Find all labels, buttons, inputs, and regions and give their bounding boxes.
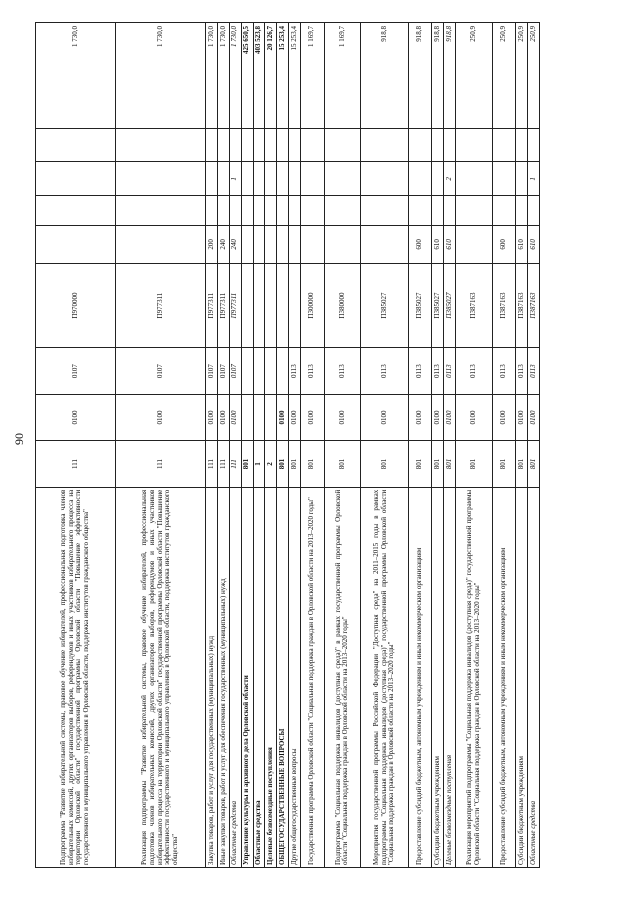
row-cs-cell: П977311 bbox=[217, 263, 229, 348]
row-vr-cell bbox=[361, 225, 408, 263]
row-rz-cell bbox=[265, 394, 277, 440]
row-rz-cell: 0100 bbox=[444, 394, 456, 440]
row-pr-cell: 0113 bbox=[516, 348, 528, 394]
row-sum-cell: 250,9 bbox=[528, 23, 540, 129]
row-name-cell: Подпрограмма "Развитие избирательной системы, правовое обучение избирателей, профессиональная подготовка членов избирательных комиссий, других организаторов выборов, референдумов и иных участников избирательного процесса на территории Орловской области" государственной программы Орловской области "Повышение эффективности государственного и муниципального управления в Орловской области, поддержка институтов гражданского общества" bbox=[36, 487, 116, 867]
row-sum-cell: 1 730,0 bbox=[229, 23, 241, 129]
row-pr-cell: 0113 bbox=[455, 348, 492, 394]
row-pr-cell: 0107 bbox=[115, 348, 205, 394]
row-source-cell bbox=[432, 162, 444, 196]
table-row bbox=[206, 23, 218, 868]
row-sum-cell: 1 730,0 bbox=[36, 23, 116, 129]
row-rz-cell: 0100 bbox=[361, 394, 408, 440]
row-extra2-cell bbox=[408, 128, 432, 162]
table-row bbox=[36, 23, 116, 868]
row-sum-cell: 250,9 bbox=[455, 23, 492, 129]
row-extra2-cell bbox=[361, 128, 408, 162]
row-vr-cell: 600 bbox=[492, 225, 516, 263]
row-cs-cell: П385027 bbox=[361, 263, 408, 348]
row-pr-cell: 0107 bbox=[36, 348, 116, 394]
row-gr-cell: 801 bbox=[492, 441, 516, 487]
row-extra-cell bbox=[206, 196, 218, 226]
row-pr-cell: 0107 bbox=[217, 348, 229, 394]
row-vr-cell: 610 bbox=[528, 225, 540, 263]
row-pr-cell bbox=[253, 348, 265, 394]
row-gr-cell: 1 bbox=[253, 441, 265, 487]
row-extra-cell bbox=[277, 196, 289, 226]
row-vr-cell: 240 bbox=[229, 225, 241, 263]
row-sum-cell: 918,8 bbox=[432, 23, 444, 129]
row-pr-cell: 0113 bbox=[289, 348, 301, 394]
row-name-cell: Субсидии бюджетным учреждениям bbox=[432, 487, 444, 867]
table-row bbox=[277, 23, 289, 868]
row-name-cell: Целевые безвозмездные поступления bbox=[444, 487, 456, 867]
row-extra-cell bbox=[241, 196, 253, 226]
row-pr-cell: 0113 bbox=[528, 348, 540, 394]
row-vr-cell: 240 bbox=[217, 225, 229, 263]
row-source-cell bbox=[516, 162, 528, 196]
row-cs-cell bbox=[265, 263, 277, 348]
table-row bbox=[217, 23, 229, 868]
row-cs-cell: П970000 bbox=[36, 263, 116, 348]
row-sum-cell: 15 253,4 bbox=[277, 23, 289, 129]
row-rz-cell: 0100 bbox=[516, 394, 528, 440]
row-sum-cell: 250,9 bbox=[492, 23, 516, 129]
row-name-cell: Областные средства bbox=[229, 487, 241, 867]
row-vr-cell: 610 bbox=[432, 225, 444, 263]
row-source-cell: 1 bbox=[229, 162, 241, 196]
row-pr-cell: 0113 bbox=[492, 348, 516, 394]
row-vr-cell bbox=[115, 225, 205, 263]
row-gr-cell: 801 bbox=[455, 441, 492, 487]
row-extra2-cell bbox=[115, 128, 205, 162]
row-pr-cell bbox=[241, 348, 253, 394]
row-source-cell bbox=[115, 162, 205, 196]
row-sum-cell: 1 169,7 bbox=[324, 23, 361, 129]
row-vr-cell: 610 bbox=[444, 225, 456, 263]
row-cs-cell bbox=[289, 263, 301, 348]
table-row bbox=[241, 23, 253, 868]
row-rz-cell: 0100 bbox=[432, 394, 444, 440]
table-row bbox=[324, 23, 361, 868]
table-row bbox=[492, 23, 516, 868]
row-source-cell bbox=[265, 162, 277, 196]
row-gr-cell: 111 bbox=[36, 441, 116, 487]
table-row bbox=[528, 23, 540, 868]
row-pr-cell bbox=[265, 348, 277, 394]
row-extra2-cell bbox=[289, 128, 301, 162]
table-body bbox=[36, 23, 540, 868]
row-source-cell bbox=[241, 162, 253, 196]
row-name-cell: Управление культуры и архивного дела Орловской области bbox=[241, 487, 253, 867]
row-extra-cell bbox=[115, 196, 205, 226]
row-gr-cell: 801 bbox=[432, 441, 444, 487]
row-gr-cell: 801 bbox=[361, 441, 408, 487]
row-gr-cell: 801 bbox=[289, 441, 301, 487]
row-vr-cell bbox=[253, 225, 265, 263]
row-gr-cell: 801 bbox=[408, 441, 432, 487]
table-row bbox=[265, 23, 277, 868]
row-gr-cell: 111 bbox=[115, 441, 205, 487]
table-row bbox=[289, 23, 301, 868]
row-rz-cell: 0100 bbox=[408, 394, 432, 440]
row-source-cell bbox=[492, 162, 516, 196]
row-rz-cell: 0100 bbox=[115, 394, 205, 440]
row-pr-cell: 0107 bbox=[206, 348, 218, 394]
row-extra2-cell bbox=[36, 128, 116, 162]
row-source-cell bbox=[206, 162, 218, 196]
row-cs-cell: П977311 bbox=[206, 263, 218, 348]
row-rz-cell: 0100 bbox=[492, 394, 516, 440]
row-name-cell: Мероприятия государственной программы Российской Федерации "Доступная среда" на 2011–2015 годы в рамках подпрограммы "Социальная поддержка инвалидов (доступная среда)" государственной программы Орловской области "Социальная поддержка граждан в Орловской области на 2013–2020 годы" bbox=[361, 487, 408, 867]
row-source-cell bbox=[289, 162, 301, 196]
row-vr-cell bbox=[36, 225, 116, 263]
row-name-cell: Реализация мероприятий подпрограммы "Социальная поддержка инвалидов (доступная среда)" государственной программы Орловской области "Социальная поддержка граждан в Орловской области на 2013–2020 годы" bbox=[455, 487, 492, 867]
row-source-cell bbox=[455, 162, 492, 196]
row-sum-cell: 20 126,7 bbox=[265, 23, 277, 129]
row-name-cell: Иные закупки товаров, работ и услуг для обеспечения государственных (муниципальных) нужд bbox=[217, 487, 229, 867]
row-cs-cell bbox=[253, 263, 265, 348]
page-number: 90 bbox=[12, 433, 26, 445]
row-extra2-cell bbox=[324, 128, 361, 162]
row-pr-cell bbox=[277, 348, 289, 394]
row-pr-cell: 0113 bbox=[361, 348, 408, 394]
row-name-cell: Закупка товаров, работ и услуг для государственных (муниципальных) нужд bbox=[206, 487, 218, 867]
row-vr-cell bbox=[324, 225, 361, 263]
row-extra2-cell bbox=[432, 128, 444, 162]
row-name-cell: Целевые безвозмездные поступления bbox=[265, 487, 277, 867]
row-gr-cell: 801 bbox=[300, 441, 324, 487]
row-extra2-cell bbox=[300, 128, 324, 162]
row-vr-cell bbox=[241, 225, 253, 263]
row-extra-cell bbox=[217, 196, 229, 226]
table-row bbox=[361, 23, 408, 868]
row-vr-cell bbox=[277, 225, 289, 263]
table-row bbox=[432, 23, 444, 868]
row-extra2-cell bbox=[277, 128, 289, 162]
row-source-cell bbox=[324, 162, 361, 196]
row-extra-cell bbox=[432, 196, 444, 226]
row-sum-cell: 15 253,4 bbox=[289, 23, 301, 129]
row-gr-cell: 2 bbox=[265, 441, 277, 487]
row-cs-cell: П385027 bbox=[444, 263, 456, 348]
row-gr-cell: 801 bbox=[516, 441, 528, 487]
row-extra2-cell bbox=[229, 128, 241, 162]
row-source-cell bbox=[217, 162, 229, 196]
row-extra-cell bbox=[253, 196, 265, 226]
row-rz-cell: 0100 bbox=[289, 394, 301, 440]
row-extra2-cell bbox=[206, 128, 218, 162]
row-pr-cell: 0113 bbox=[324, 348, 361, 394]
row-rz-cell bbox=[253, 394, 265, 440]
table-row bbox=[408, 23, 432, 868]
row-cs-cell: П380000 bbox=[324, 263, 361, 348]
table-row bbox=[516, 23, 528, 868]
row-extra-cell bbox=[444, 196, 456, 226]
row-source-cell bbox=[361, 162, 408, 196]
row-rz-cell: 0100 bbox=[455, 394, 492, 440]
row-gr-cell: 801 bbox=[241, 441, 253, 487]
row-rz-cell: 0100 bbox=[36, 394, 116, 440]
row-cs-cell: П300000 bbox=[300, 263, 324, 348]
row-sum-cell: 1 730,0 bbox=[206, 23, 218, 129]
row-extra-cell bbox=[229, 196, 241, 226]
row-source-cell: 1 bbox=[528, 162, 540, 196]
row-pr-cell: 0113 bbox=[432, 348, 444, 394]
row-gr-cell: 801 bbox=[324, 441, 361, 487]
row-rz-cell: 0100 bbox=[217, 394, 229, 440]
row-gr-cell: 801 bbox=[444, 441, 456, 487]
row-extra-cell bbox=[265, 196, 277, 226]
table-row bbox=[229, 23, 241, 868]
row-extra-cell bbox=[289, 196, 301, 226]
row-vr-cell: 200 bbox=[206, 225, 218, 263]
row-cs-cell bbox=[241, 263, 253, 348]
row-gr-cell: 111 bbox=[206, 441, 218, 487]
row-rz-cell: 0100 bbox=[206, 394, 218, 440]
row-extra2-cell bbox=[528, 128, 540, 162]
row-sum-cell: 1 730,0 bbox=[217, 23, 229, 129]
row-name-cell: Другие общегосударственные вопросы bbox=[289, 487, 301, 867]
row-extra-cell bbox=[361, 196, 408, 226]
row-cs-cell: П387163 bbox=[528, 263, 540, 348]
row-sum-cell: 1 169,7 bbox=[300, 23, 324, 129]
row-cs-cell: П977311 bbox=[229, 263, 241, 348]
table-row bbox=[444, 23, 456, 868]
row-extra2-cell bbox=[217, 128, 229, 162]
row-gr-cell: 111 bbox=[217, 441, 229, 487]
row-extra-cell bbox=[300, 196, 324, 226]
table-row bbox=[115, 23, 205, 868]
row-cs-cell: П387163 bbox=[455, 263, 492, 348]
row-extra-cell bbox=[408, 196, 432, 226]
row-sum-cell: 425 650,5 bbox=[241, 23, 253, 129]
row-name-cell: Государственная программа Орловской области "Социальная поддержка граждан в Орловской области на 2013–2020 годы" bbox=[300, 487, 324, 867]
row-sum-cell: 1 730,0 bbox=[115, 23, 205, 129]
row-sum-cell: 918,8 bbox=[444, 23, 456, 129]
row-source-cell: 2 bbox=[444, 162, 456, 196]
budget-table bbox=[35, 22, 540, 868]
row-cs-cell: П977311 bbox=[115, 263, 205, 348]
rotated-table-wrapper bbox=[35, 22, 540, 868]
row-vr-cell: 600 bbox=[408, 225, 432, 263]
row-vr-cell bbox=[455, 225, 492, 263]
row-pr-cell: 0113 bbox=[408, 348, 432, 394]
row-extra-cell bbox=[36, 196, 116, 226]
table-row bbox=[253, 23, 265, 868]
row-cs-cell: П385027 bbox=[408, 263, 432, 348]
row-sum-cell: 918,8 bbox=[361, 23, 408, 129]
row-vr-cell bbox=[300, 225, 324, 263]
row-rz-cell: 0100 bbox=[300, 394, 324, 440]
row-cs-cell: П387163 bbox=[492, 263, 516, 348]
row-name-cell: Предоставление субсидий бюджетным, автономным учреждениям и иным некоммерческим организациям bbox=[408, 487, 432, 867]
row-name-cell: Подпрограмма "Социальная поддержка инвалидов (доступная среда)" в рамках государственной программы Орловской области "Социальная поддержка граждан в Орловской области на 2013–2020 годы" bbox=[324, 487, 361, 867]
row-vr-cell bbox=[289, 225, 301, 263]
row-extra2-cell bbox=[241, 128, 253, 162]
row-gr-cell: 801 bbox=[277, 441, 289, 487]
row-extra2-cell bbox=[265, 128, 277, 162]
row-source-cell bbox=[408, 162, 432, 196]
row-vr-cell bbox=[265, 225, 277, 263]
row-rz-cell bbox=[241, 394, 253, 440]
row-name-cell: ОБЩЕГОСУДАРСТВЕННЫЕ ВОПРОСЫ bbox=[277, 487, 289, 867]
row-rz-cell: 0100 bbox=[324, 394, 361, 440]
row-extra-cell bbox=[455, 196, 492, 226]
row-pr-cell: 0107 bbox=[229, 348, 241, 394]
row-extra2-cell bbox=[492, 128, 516, 162]
row-name-cell: Областные средства bbox=[528, 487, 540, 867]
row-vr-cell: 610 bbox=[516, 225, 528, 263]
row-rz-cell: 0100 bbox=[277, 394, 289, 440]
row-extra-cell bbox=[528, 196, 540, 226]
row-extra2-cell bbox=[253, 128, 265, 162]
row-extra2-cell bbox=[444, 128, 456, 162]
row-extra2-cell bbox=[516, 128, 528, 162]
row-gr-cell: 111 bbox=[229, 441, 241, 487]
row-extra2-cell bbox=[455, 128, 492, 162]
row-extra-cell bbox=[492, 196, 516, 226]
row-pr-cell: 0113 bbox=[300, 348, 324, 394]
row-rz-cell: 0100 bbox=[229, 394, 241, 440]
row-name-cell: Предоставление субсидий бюджетным, автономным учреждениям и иным некоммерческим организациям bbox=[492, 487, 516, 867]
row-source-cell bbox=[277, 162, 289, 196]
row-name-cell: Реализация подпрограммы "Развитие избирательной системы, правовое обучение избирателей, профессиональная подготовка членов избирательных комиссий, других организаторов выборов, референдумов и иных участников избирательного процесса на территории Орловской области" государственной программы Орловской области "Повышение эффективности государственного и муниципального управления в Орловской области, поддержка институтов гражданского общества" bbox=[115, 487, 205, 867]
row-source-cell bbox=[36, 162, 116, 196]
row-extra-cell bbox=[324, 196, 361, 226]
row-sum-cell: 403 523,8 bbox=[253, 23, 265, 129]
row-cs-cell bbox=[277, 263, 289, 348]
row-sum-cell: 918,8 bbox=[408, 23, 432, 129]
row-cs-cell: П385027 bbox=[432, 263, 444, 348]
row-name-cell: Субсидии бюджетным учреждениям bbox=[516, 487, 528, 867]
row-extra-cell bbox=[516, 196, 528, 226]
row-name-cell: Областные средства bbox=[253, 487, 265, 867]
row-pr-cell: 0113 bbox=[444, 348, 456, 394]
row-source-cell bbox=[253, 162, 265, 196]
table-row bbox=[455, 23, 492, 868]
row-sum-cell: 250,9 bbox=[516, 23, 528, 129]
table-row bbox=[300, 23, 324, 868]
row-cs-cell: П387163 bbox=[516, 263, 528, 348]
row-gr-cell: 801 bbox=[528, 441, 540, 487]
row-rz-cell: 0100 bbox=[528, 394, 540, 440]
row-source-cell bbox=[300, 162, 324, 196]
